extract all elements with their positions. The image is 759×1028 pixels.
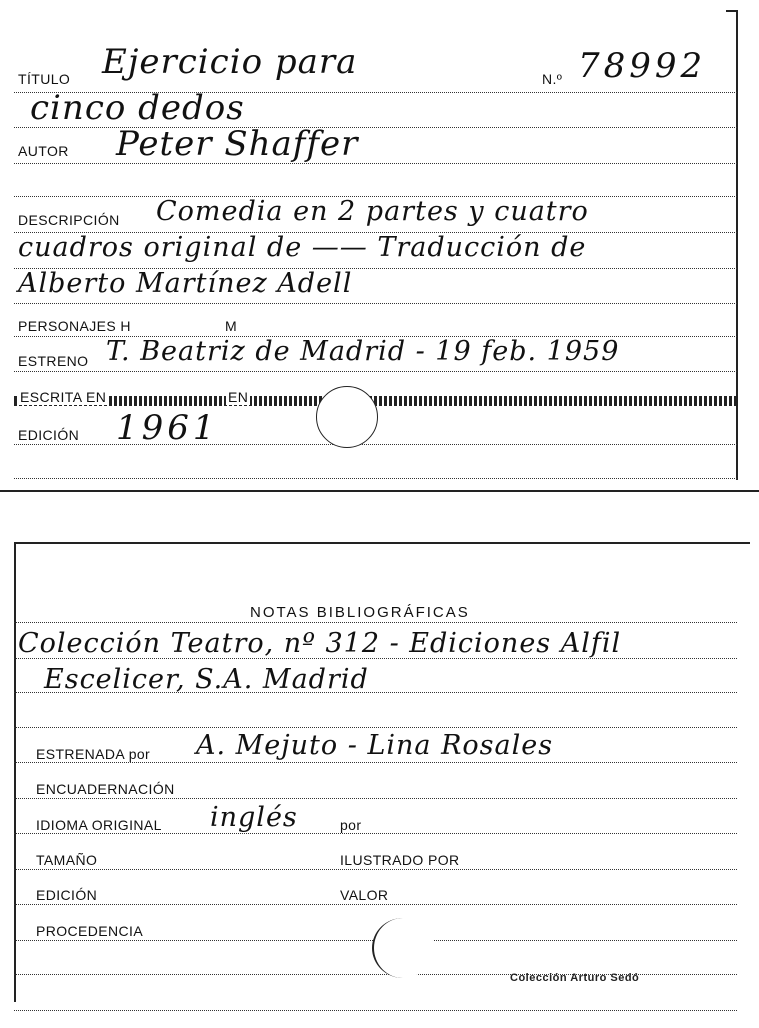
rule-line — [14, 371, 737, 372]
estrenada-value: A. Mejuto - Lina Rosales — [196, 730, 554, 761]
personajes-label: PERSONAJES H — [18, 318, 131, 334]
numero-label: N.º — [542, 71, 563, 87]
card-corner — [726, 10, 738, 12]
notas-line2: Escelicer, S.A. Madrid — [44, 664, 369, 695]
edicion-label: EDICIÓN — [36, 887, 98, 903]
personajes-m-label: M — [225, 318, 238, 334]
rule-line — [14, 798, 737, 799]
catalog-card-top — [0, 0, 759, 495]
descripcion-label: DESCRIPCIÓN — [18, 212, 120, 228]
descripcion-line3: Alberto Martínez Adell — [18, 268, 353, 299]
idioma-label: IDIOMA ORIGINAL — [36, 817, 162, 833]
estreno-label: ESTRENO — [18, 353, 89, 369]
rule-line — [14, 762, 737, 763]
titulo-continuation: cinco dedos — [30, 88, 245, 128]
card-left-edge — [14, 542, 16, 1002]
escrita-label: ESCRITA EN — [20, 389, 107, 405]
autor-value: Peter Shaffer — [116, 124, 359, 164]
rule-line — [14, 727, 737, 728]
card-right-edge — [736, 10, 738, 480]
edicion-label: EDICIÓN — [18, 427, 80, 443]
estreno-value: T. Beatriz de Madrid - 19 feb. 1959 — [106, 336, 620, 367]
ilustrado-label: ILUSTRADO POR — [340, 852, 460, 868]
card-top-edge — [14, 542, 750, 544]
titulo-value: Ejercicio para — [102, 42, 358, 82]
collection-footer: Colección Arturo Sedó — [510, 972, 640, 984]
edicion-value: 1961 — [116, 408, 219, 448]
rule-line — [14, 833, 737, 834]
estrenada-label: ESTRENADA por — [36, 746, 151, 762]
rule-line — [14, 622, 737, 623]
procedencia-label: PROCEDENCIA — [36, 923, 144, 939]
titulo-label: TÍTULO — [18, 71, 71, 87]
descripcion-line2: cuadros original de —— Traducción de — [18, 232, 587, 263]
tamano-label: TAMAÑO — [36, 852, 98, 868]
catalog-card-bottom — [0, 540, 759, 1028]
notas-heading: NOTAS BIBLIOGRÁFICAS — [250, 604, 470, 621]
idioma-por-label: por — [340, 817, 362, 833]
rule-line — [14, 303, 737, 304]
rule-line — [14, 904, 737, 905]
rule-line — [14, 1010, 737, 1011]
rule-line — [14, 478, 737, 479]
escrita-en-label: EN — [228, 389, 249, 405]
encuadernacion-label: ENCUADERNACIÓN — [36, 781, 175, 797]
autor-label: AUTOR — [18, 143, 69, 159]
idioma-value: inglés — [210, 802, 298, 833]
numero-value: 78992 — [578, 46, 707, 86]
rule-line — [14, 869, 737, 870]
descripcion-line1: Comedia en 2 partes y cuatro — [156, 196, 589, 227]
valor-label: VALOR — [340, 887, 389, 903]
notas-line1: Colección Teatro, nº 312 - Ediciones Alfil — [18, 628, 622, 659]
card-bottom-edge — [0, 490, 759, 492]
punch-hole — [372, 918, 434, 978]
punch-hole — [316, 386, 378, 448]
